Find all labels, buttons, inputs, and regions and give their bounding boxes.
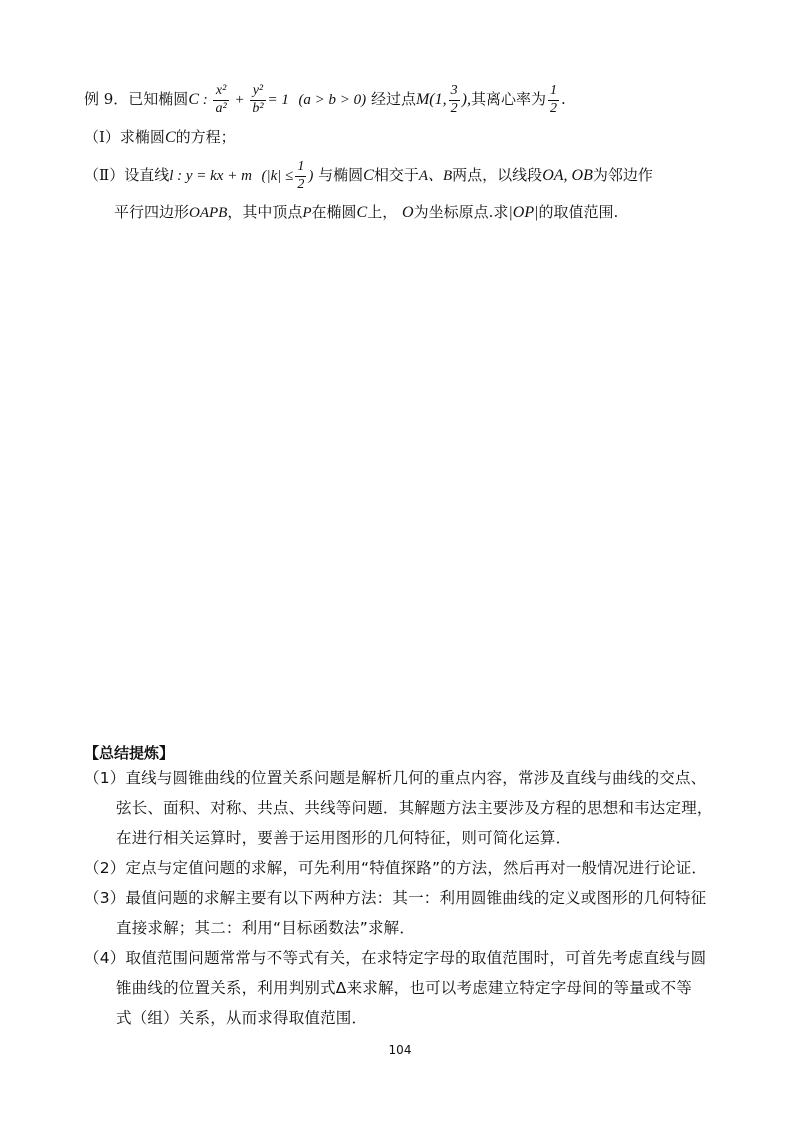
eccentricity-text: 其离心率为	[470, 90, 546, 109]
point-close: ),	[461, 91, 471, 109]
part-one-ellipse: C	[164, 129, 176, 146]
part-one-label: （Ⅰ）求椭圆	[84, 128, 165, 146]
part-two-line-2	[114, 205, 618, 221]
part-two-line2-c: 在椭圆	[311, 203, 357, 221]
line-equation: l : y = kx + m	[169, 168, 252, 185]
part-two-text-c: 两点，以线段	[452, 166, 543, 185]
part-two-ellipse: C	[363, 167, 374, 185]
part-two-text-a: 与椭圆	[318, 166, 364, 185]
summary-line: 在进行相关运算时，要善于运用图形的几何特征，则可简化运算．	[116, 829, 572, 847]
op-magnitude: |OP|	[508, 204, 539, 221]
problem-statement: 例 9．已知椭圆C : $\frac{\text{x²}}{\text{a²}}$ + $\frac{\text{y²}}{\text{b²}}$ = 1 (a > b > 0) 经过点M(1, $\frac{3}{2}$ ),其离心率为 $\frac{1}{2}$ .	[84, 83, 566, 116]
page-number: 104	[388, 1043, 412, 1057]
summary-title: 【总结提炼】	[84, 744, 175, 762]
summary-line: （3）最值问题的求解主要有以下两种方法：其一：利用圆锥曲线的定义或图形的几何特征	[84, 889, 707, 907]
end-dot: .	[560, 90, 566, 109]
fraction-eccentricity: $\frac{1}{2}$	[549, 83, 557, 116]
summary-line: 锥曲线的位置关系，利用判别式Δ来求解，也可以考虑建立特定字母间的等量或不等	[116, 979, 693, 997]
summary-line: 式（组）关系，从而求得取值范围．	[116, 1009, 368, 1027]
condition: (a > b > 0)	[298, 92, 367, 109]
summary-line: （4）取值范围问题常常与不等式有关，在求特定字母的取值范围时，可首先考虑直线与圆	[84, 949, 707, 967]
vertex-p: P	[302, 205, 312, 221]
ellipse-name: C	[188, 91, 199, 109]
part-two-line-1	[84, 160, 653, 192]
part-two-line2-a: 平行四边形	[114, 203, 190, 221]
part-two-line2-f: 的取值范围.	[538, 203, 619, 221]
fraction-y: $\frac{\text{y²}}{\text{b²}}$	[252, 83, 264, 116]
parallelogram-name: OAPB	[189, 205, 228, 221]
equation-rhs: = 1	[267, 92, 289, 109]
summary-line: 直接求解；其二：利用“目标函数法”求解．	[116, 919, 416, 937]
problem-label: 例 9．已知椭圆	[84, 90, 189, 109]
part-two-line2-b: ，其中顶点	[227, 203, 303, 221]
summary-line: （1）直线与圆锥曲线的位置关系问题是解析几何的重点内容，常涉及直线与曲线的交点、	[84, 769, 707, 787]
part-one	[84, 130, 236, 146]
fraction-point-y: $\frac{3}{2}$	[450, 83, 458, 116]
part-one-text: 的方程；	[175, 128, 236, 146]
part-two-text-b: 相交于	[373, 166, 419, 185]
slope-condition-open: (|k| ≤	[261, 168, 294, 185]
fraction-x: $\frac{\text{x²}}{\text{a²}}$	[215, 83, 227, 116]
part-two-line2-ellipse: C	[356, 204, 368, 221]
passes-text: 经过点	[370, 90, 416, 109]
part-two-text-d: 为邻边作	[592, 166, 653, 185]
fraction-slope-bound: $\frac{1}{2}$	[297, 159, 305, 192]
summary-line: 弦长、面积、对称、共点、共线等问题．其解题方法主要涉及方程的思想和韦达定理，	[116, 799, 713, 817]
part-two-label: （Ⅱ）设直线	[84, 166, 170, 185]
slope-condition-close: )	[308, 168, 314, 185]
origin-o: O	[402, 204, 414, 221]
part-two-line2-e: 为坐标原点.求	[413, 203, 509, 221]
intersection-points: A、B	[418, 168, 453, 185]
point-m: M(1,	[415, 91, 447, 109]
summary-line: （2）定点与定值问题的求解，可先利用“特值探路”的方法，然后再对一般情况进行论证．	[84, 859, 708, 877]
part-two-line2-d: 上，	[367, 203, 398, 221]
segments: OA, OB	[542, 167, 593, 185]
